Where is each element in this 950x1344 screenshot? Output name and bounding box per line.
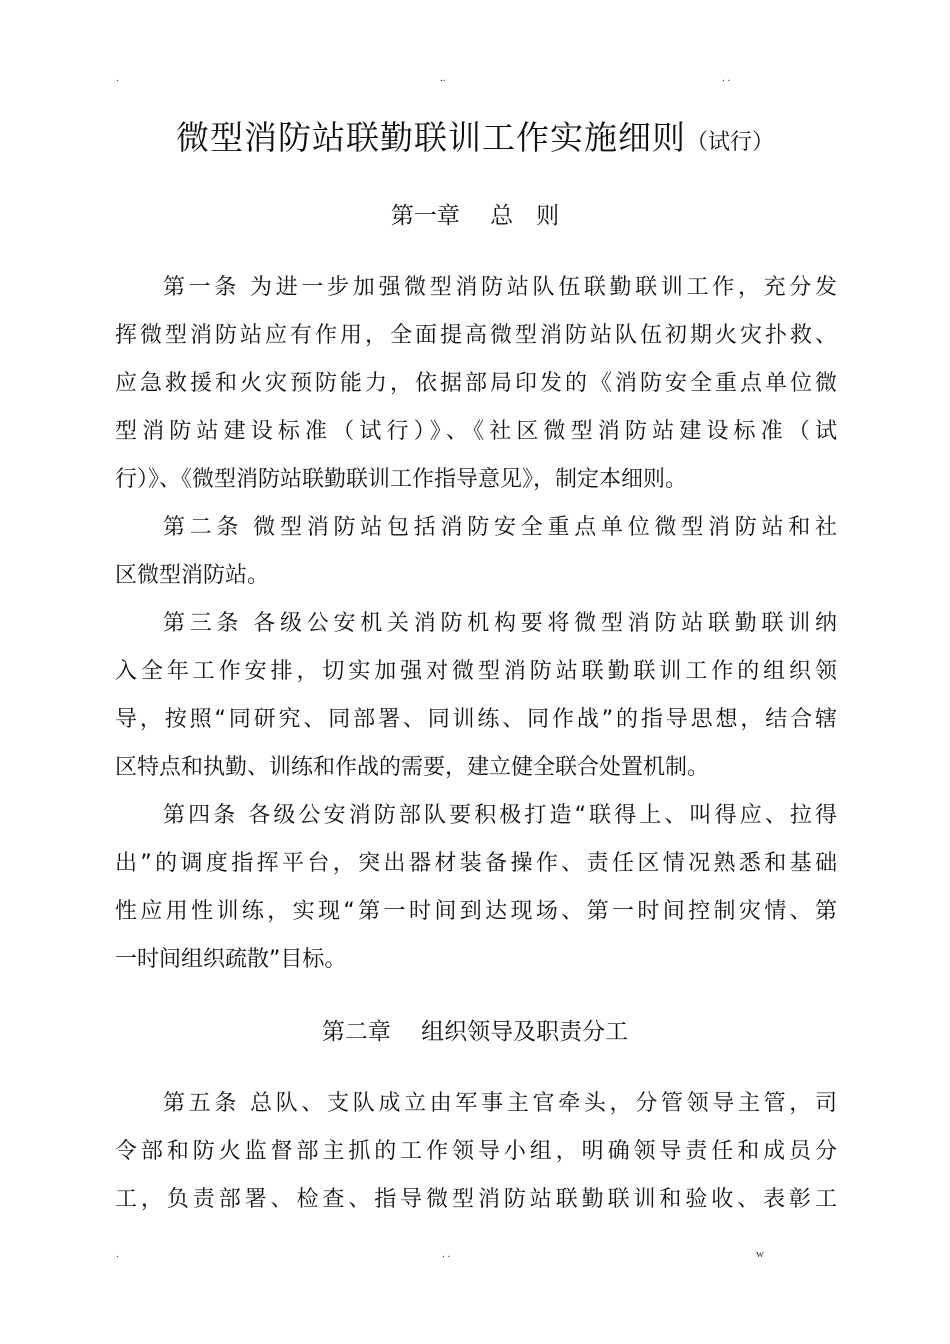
- article-line: 入全年工作安排，切实加强对微型消防站联勤联训工作的组织领: [115, 659, 837, 684]
- article-line: 第四条 各级公安消防部队要积极打造“联得上、叫得应、拉得: [163, 803, 837, 828]
- article-line: 出”的调度指挥平台，突出器材装备操作、责任区情况熟悉和基础: [115, 851, 837, 876]
- article-number: 第五条: [163, 1091, 241, 1116]
- header-mark-center: ..: [440, 72, 446, 84]
- chapter-heading: 第二章 组织领导及职责分工: [321, 1019, 629, 1045]
- article-line: 第三条 各级公安机关消防机构要将微型消防站联勤联训纳: [163, 611, 837, 636]
- title-main: 微型消防站联勤联训工作实施细则: [175, 118, 686, 157]
- article-3: [115, 600, 837, 792]
- article-line: 区特点和执勤、训练和作战的需要，建立健全联合处置机制。: [115, 755, 710, 780]
- article-line: 应急救援和火灾预防能力，依据部局印发的《消防安全重点单位微: [115, 371, 837, 396]
- page-footer-marks: [0, 1248, 950, 1268]
- article-line: 第一条 为进一步加强微型消防站队伍联勤联训工作，充分发: [163, 275, 837, 300]
- article-1: [115, 264, 837, 504]
- title-subtitle: （试行）: [685, 130, 774, 155]
- document-title: [0, 112, 950, 169]
- page-header-marks: [0, 72, 950, 92]
- article-line: 工，负责部署、检查、指导微型消防站联勤联训和验收、表彰工: [115, 1187, 837, 1212]
- article-number: 第四条: [163, 803, 239, 828]
- article-line: 令部和防火监督部主抓的工作领导小组，明确领导责任和成员分: [115, 1139, 837, 1164]
- chapter-heading: 第一章 总 则: [390, 203, 560, 229]
- article-line: 导，按照“同研究、同部署、同训练、同作战”的指导思想，结合辖: [115, 707, 837, 732]
- article-line: 第五条 总队、支队成立由军事主官牵头，分管领导主管，司: [163, 1091, 837, 1116]
- footer-mark-right: w: [756, 1248, 764, 1260]
- article-line: 区微型消防站。: [115, 563, 270, 588]
- article-line: 挥微型消防站应有作用，全面提高微型消防站队伍初期火灾扑救、: [115, 323, 837, 348]
- footer-mark-left: .: [116, 1248, 119, 1260]
- article-number: 第一条: [163, 275, 241, 300]
- article-number: 第三条: [163, 611, 244, 636]
- article-line: 第二条 微型消防站包括消防安全重点单位微型消防站和社: [163, 515, 837, 540]
- footer-mark-center: . .: [442, 1248, 451, 1260]
- header-mark-left: .: [116, 72, 119, 84]
- article-number: 第二条: [163, 515, 244, 540]
- article-line: 性应用性训练，实现“第一时间到达现场、第一时间控制灾情、第: [115, 899, 837, 924]
- article-5: [115, 1080, 837, 1224]
- article-line: 一时间组织疏散”目标。: [115, 947, 347, 972]
- article-line: 行）》、《微型消防站联勤联训工作指导意见》，制定本细则。: [115, 467, 688, 492]
- article-2: [115, 504, 837, 600]
- header-mark-right: . .: [722, 72, 731, 84]
- article-4: [115, 792, 837, 984]
- article-line: 型消防站建设标准（试行）》、《社区微型消防站建设标准（试: [115, 419, 837, 444]
